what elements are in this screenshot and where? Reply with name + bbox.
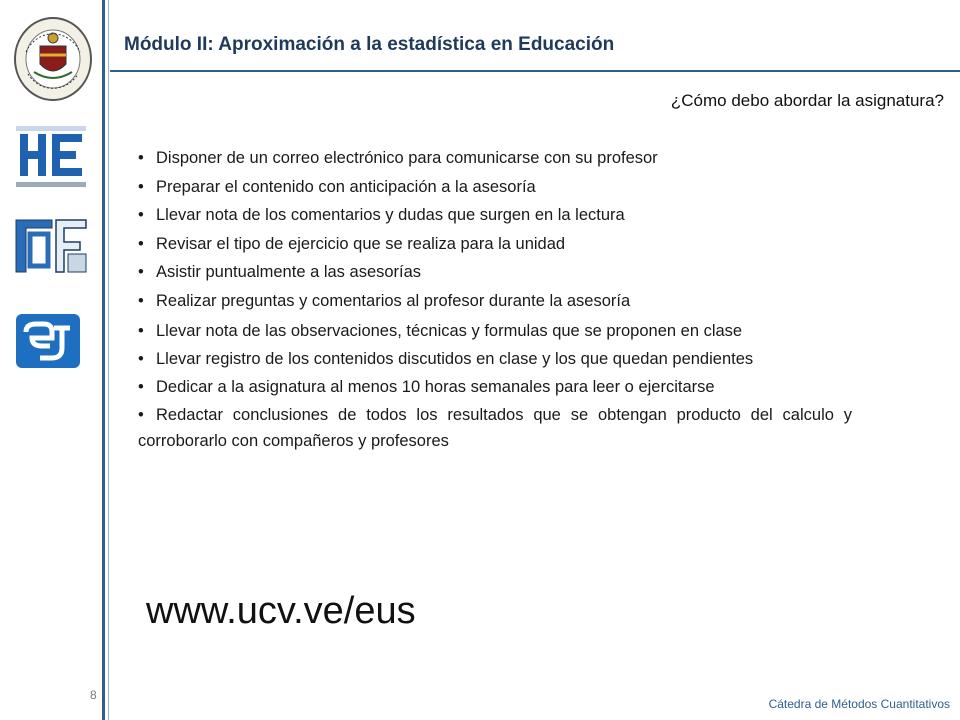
bullet-icon: • (138, 405, 144, 424)
list-item: • Llevar nota de los comentarios y dudas que surgen en la lectura (138, 201, 852, 230)
eus-logo-icon (16, 314, 80, 368)
list-item: • Llevar registro de los contenidos discutidos en clase y los que quedan pendientes (138, 346, 852, 372)
list-item: • Revisar el tipo de ejercicio que se realiza para la unidad (138, 230, 852, 259)
bullet-icon: • (138, 349, 144, 368)
website-link[interactable]: www.ucv.ve/eus (146, 590, 416, 632)
fhe-emblem-icon (12, 214, 90, 278)
list-item: • Preparar el contenido con anticipación a la asesoría (138, 173, 852, 202)
list-item: • Llevar nota de las observaciones, técnicas y formulas que se proponen en clase (138, 318, 852, 344)
bullet-list (138, 144, 852, 454)
sidebar-divider (102, 0, 105, 720)
bullet-icon: • (138, 377, 144, 396)
list-item: • Disponer de un correo electrónico para comunicarse con su profesor (138, 144, 852, 173)
header-rule (110, 70, 960, 72)
list-item: • Redactar conclusiones de todos los resultados que se obtengan producto del calculo y corroborarlo con compañeros y profesores (138, 402, 852, 454)
bullet-icon: • (138, 291, 144, 310)
bullet-icon: • (138, 263, 144, 282)
sidebar-divider-thin (108, 0, 109, 720)
list-item: • Dedicar a la asignatura al menos 10 horas semanales para leer o ejercitarse (138, 374, 852, 400)
bullet-icon: • (138, 206, 144, 225)
bullet-list-container (138, 144, 852, 454)
bullet-icon: • (138, 234, 144, 253)
section-subtitle: ¿Cómo debo abordar la asignatura? (670, 91, 944, 110)
list-item: • Asistir puntualmente a las asesorías (138, 258, 852, 287)
humanidades-educacion-logo (16, 126, 86, 190)
bullet-icon: • (138, 321, 144, 340)
bullet-icon: • (138, 177, 144, 196)
page-number: 8 (90, 688, 97, 702)
bullet-icon: • (138, 149, 144, 167)
list-item: • Realizar preguntas y comentarios al profesor durante la asesoría (138, 287, 852, 316)
page-title: Módulo II: Aproximación a la estadística en Educación (124, 34, 615, 55)
university-seal-icon (12, 12, 94, 102)
footer-text: Cátedra de Métodos Cuantitativos (768, 697, 950, 711)
